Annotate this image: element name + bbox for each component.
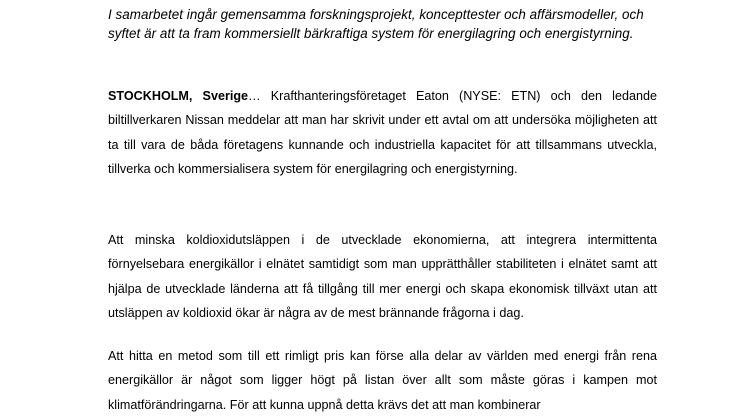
paragraph-1: [108, 84, 657, 181]
paragraph-2: Att minska koldioxidutsläppen i de utvecklade ekonomierna, att integrera intermittenta förnyelsebara energikällor i elnätet samtidigt som man upprätthåller stabiliteten i elnätet samt att hjälpa de utvecklade länderna att få tillgång till mer energi och skapa ekonomisk tillväxt utan att utsläppen av koldioxid ökar är några av de mest brännande frågorna i dag.: [108, 233, 657, 320]
paragraph-3: Att hitta en metod som till ett rimligt pris kan förse alla delar av världen med energi från rena energikällor är något som ligger högt på listan över allt som måste göras i kampen mot klimatförändringarna. För att kunna uppnå detta krävs det att man kombinerar: [108, 349, 657, 412]
subtitle: I samarbetet ingår gemensamma forskningsprojekt, koncepttester och affärsmodeller, och syftet är att ta fram kommersiellt bärkraftiga system för energilagring och energistyrning.: [108, 7, 644, 41]
paragraph-1-text: … Krafthanteringsföretaget Eaton (NYSE: ETN) och den ledande biltillverkaren Nissan meddelar att man har skrivit under ett avtal om att undersöka möjligheten att ta till vara de båda företagens kunnande och industriella kapacitet för att tillsammans utveckla, tillverka och kommersialisera system för energilagring och energistyrning.: [108, 89, 657, 176]
dateline: STOCKHOLM, Sverige: [108, 89, 249, 103]
